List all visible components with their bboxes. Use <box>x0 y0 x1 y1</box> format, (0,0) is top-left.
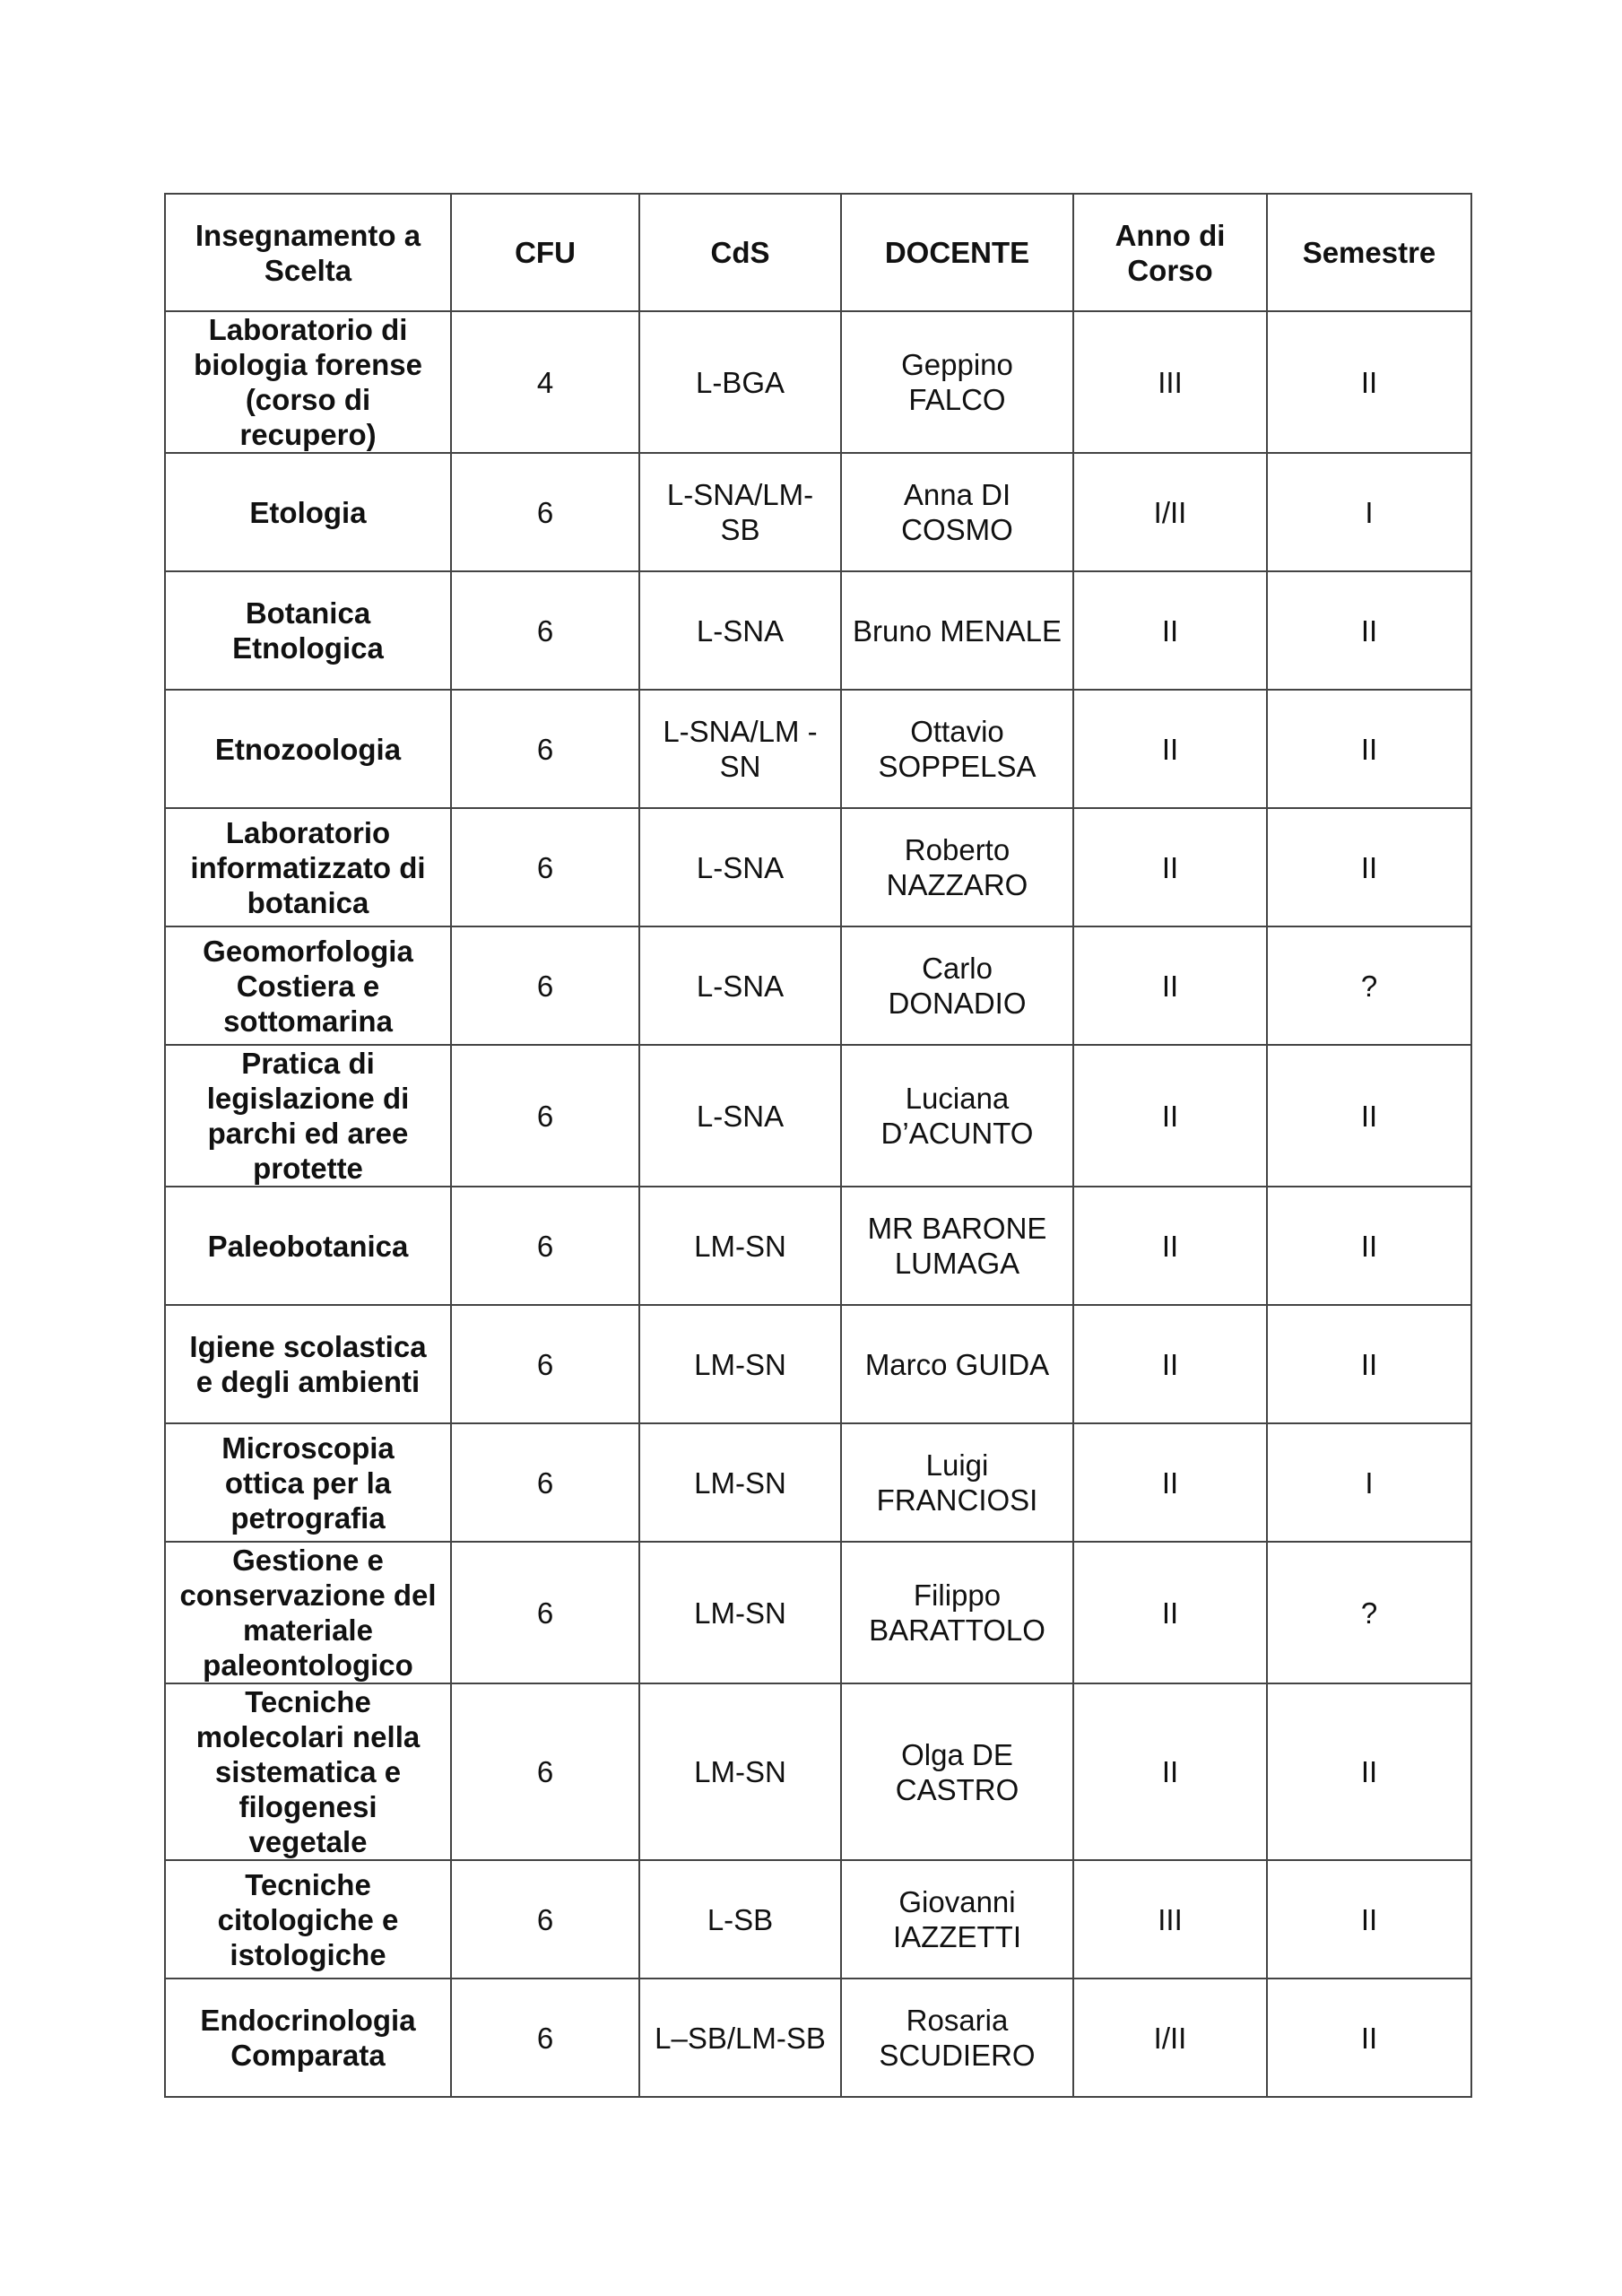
cfu-value: 6 <box>451 690 639 808</box>
cfu-value: 6 <box>451 1305 639 1423</box>
docente-value: Bruno MENALE <box>841 571 1073 690</box>
table-row <box>165 690 1471 808</box>
cds-value: LM-SN <box>639 1683 841 1860</box>
course-name: Paleobotanica <box>165 1187 451 1305</box>
docente-value: Marco GUIDA <box>841 1305 1073 1423</box>
anno-value: II <box>1073 1305 1267 1423</box>
anno-value: II <box>1073 808 1267 926</box>
docente-value: Olga DE CASTRO <box>841 1683 1073 1860</box>
semestre-value: II <box>1267 690 1471 808</box>
course-name: Microscopia ottica per la petrografia <box>165 1423 451 1542</box>
docente-value: Carlo DONADIO <box>841 926 1073 1045</box>
table-row <box>165 1423 1471 1542</box>
cfu-value: 6 <box>451 1979 639 2097</box>
anno-value: II <box>1073 1683 1267 1860</box>
cfu-value: 6 <box>451 1542 639 1683</box>
semestre-value: II <box>1267 1187 1471 1305</box>
semestre-value: ? <box>1267 926 1471 1045</box>
course-name: Botanica Etnologica <box>165 571 451 690</box>
docente-value: Rosaria SCUDIERO <box>841 1979 1073 2097</box>
table-row <box>165 311 1471 453</box>
semestre-value: II <box>1267 311 1471 453</box>
anno-value: II <box>1073 1187 1267 1305</box>
header-insegnamento: Insegnamento a Scelta <box>165 194 451 311</box>
course-name: Geomorfologia Costiera e sottomarina <box>165 926 451 1045</box>
table-header-row <box>165 194 1471 311</box>
course-name: Tecniche molecolari nella sistematica e filogenesi vegetale <box>165 1683 451 1860</box>
anno-value: II <box>1073 1045 1267 1187</box>
cfu-value: 6 <box>451 1423 639 1542</box>
cds-value: LM-SN <box>639 1187 841 1305</box>
table-row <box>165 1305 1471 1423</box>
course-name: Laboratorio di biologia forense (corso di recupero) <box>165 311 451 453</box>
cds-value: L-BGA <box>639 311 841 453</box>
docente-value: Ottavio SOPPELSA <box>841 690 1073 808</box>
cfu-value: 6 <box>451 1860 639 1979</box>
anno-value: I/II <box>1073 453 1267 571</box>
header-docente: DOCENTE <box>841 194 1073 311</box>
table-row <box>165 571 1471 690</box>
cfu-value: 6 <box>451 808 639 926</box>
cds-value: L–SB/LM-SB <box>639 1979 841 2097</box>
cfu-value: 6 <box>451 926 639 1045</box>
docente-value: MR BARONE LUMAGA <box>841 1187 1073 1305</box>
header-cfu: CFU <box>451 194 639 311</box>
semestre-value: II <box>1267 571 1471 690</box>
course-name: Etnozoologia <box>165 690 451 808</box>
table-row <box>165 1860 1471 1979</box>
table-row <box>165 1683 1471 1860</box>
semestre-value: II <box>1267 1045 1471 1187</box>
semestre-value: II <box>1267 808 1471 926</box>
table-row <box>165 808 1471 926</box>
course-name: Igiene scolastica e degli ambienti <box>165 1305 451 1423</box>
cfu-value: 4 <box>451 311 639 453</box>
docente-value: Anna DI COSMO <box>841 453 1073 571</box>
course-name: Pratica di legislazione di parchi ed aree protette <box>165 1045 451 1187</box>
cfu-value: 6 <box>451 453 639 571</box>
cds-value: LM-SN <box>639 1423 841 1542</box>
cds-value: LM-SN <box>639 1305 841 1423</box>
cds-value: L-SNA <box>639 808 841 926</box>
semestre-value: II <box>1267 1305 1471 1423</box>
cfu-value: 6 <box>451 1187 639 1305</box>
semestre-value: II <box>1267 1979 1471 2097</box>
cfu-value: 6 <box>451 1045 639 1187</box>
elective-courses-table <box>164 193 1472 2098</box>
docente-value: Luciana D’ACUNTO <box>841 1045 1073 1187</box>
cds-value: L-SB <box>639 1860 841 1979</box>
cfu-value: 6 <box>451 571 639 690</box>
semestre-value: I <box>1267 453 1471 571</box>
anno-value: II <box>1073 690 1267 808</box>
cds-value: L-SNA/LM -SN <box>639 690 841 808</box>
course-name: Gestione e conservazione del materiale paleontologico <box>165 1542 451 1683</box>
anno-value: III <box>1073 311 1267 453</box>
cds-value: LM-SN <box>639 1542 841 1683</box>
docente-value: Roberto NAZZARO <box>841 808 1073 926</box>
header-anno: Anno di Corso <box>1073 194 1267 311</box>
semestre-value: I <box>1267 1423 1471 1542</box>
header-semestre: Semestre <box>1267 194 1471 311</box>
docente-value: Filippo BARATTOLO <box>841 1542 1073 1683</box>
anno-value: I/II <box>1073 1979 1267 2097</box>
anno-value: II <box>1073 1423 1267 1542</box>
cds-value: L-SNA <box>639 926 841 1045</box>
course-name: Etologia <box>165 453 451 571</box>
cds-value: L-SNA <box>639 571 841 690</box>
table-row <box>165 453 1471 571</box>
header-cds: CdS <box>639 194 841 311</box>
table-row <box>165 1045 1471 1187</box>
cds-value: L-SNA <box>639 1045 841 1187</box>
semestre-value: II <box>1267 1683 1471 1860</box>
semestre-value: II <box>1267 1860 1471 1979</box>
course-name: Laboratorio informatizzato di botanica <box>165 808 451 926</box>
course-name: Tecniche citologiche e istologiche <box>165 1860 451 1979</box>
table-row <box>165 1542 1471 1683</box>
table-row <box>165 926 1471 1045</box>
cds-value: L-SNA/LM-SB <box>639 453 841 571</box>
docente-value: Luigi FRANCIOSI <box>841 1423 1073 1542</box>
anno-value: II <box>1073 926 1267 1045</box>
course-name: Endocrinologia Comparata <box>165 1979 451 2097</box>
docente-value: Geppino FALCO <box>841 311 1073 453</box>
table-row <box>165 1979 1471 2097</box>
docente-value: Giovanni IAZZETTI <box>841 1860 1073 1979</box>
table-row <box>165 1187 1471 1305</box>
semestre-value: ? <box>1267 1542 1471 1683</box>
anno-value: III <box>1073 1860 1267 1979</box>
cfu-value: 6 <box>451 1683 639 1860</box>
anno-value: II <box>1073 571 1267 690</box>
anno-value: II <box>1073 1542 1267 1683</box>
